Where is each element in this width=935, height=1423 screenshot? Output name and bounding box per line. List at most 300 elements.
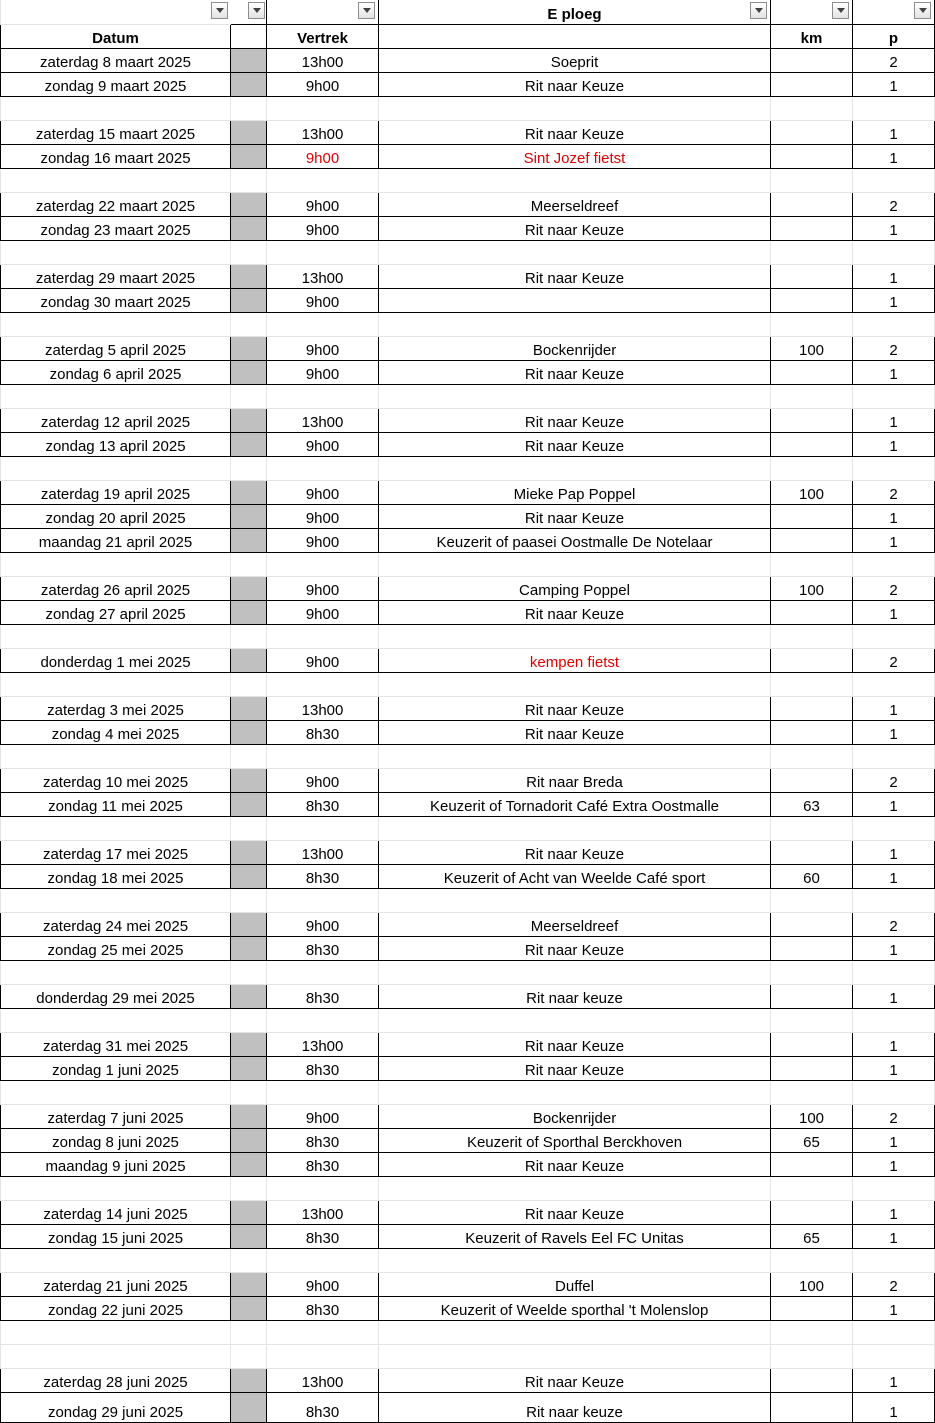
km-cell[interactable] [771,1153,853,1177]
marker-cell[interactable] [231,1153,267,1177]
ride-cell[interactable]: Mieke Pap Poppel [379,481,771,505]
marker-cell[interactable] [231,217,267,241]
p-cell[interactable]: 2 [853,769,935,793]
p-cell[interactable]: 2 [853,49,935,73]
filter-dropdown-icon[interactable] [248,2,265,19]
departure-cell[interactable]: 9h00 [267,1105,379,1129]
ride-cell[interactable]: Rit naar Keuze [379,361,771,385]
p-cell[interactable] [853,457,935,481]
departure-cell[interactable]: 9h00 [267,913,379,937]
departure-cell[interactable]: 13h00 [267,1369,379,1393]
filter-dropdown-icon[interactable] [750,2,767,19]
km-cell[interactable] [771,985,853,1009]
departure-cell[interactable]: 8h30 [267,1393,379,1423]
p-cell[interactable]: 2 [853,1105,935,1129]
km-cell[interactable] [771,961,853,985]
marker-cell[interactable] [231,145,267,169]
km-cell[interactable] [771,745,853,769]
departure-cell[interactable]: 8h30 [267,721,379,745]
ride-cell[interactable]: Bockenrijder [379,1105,771,1129]
ride-cell[interactable]: Rit naar keuze [379,985,771,1009]
date-cell[interactable] [0,385,231,409]
p-cell[interactable]: 1 [853,601,935,625]
departure-cell[interactable] [267,673,379,697]
marker-cell[interactable] [231,409,267,433]
km-cell[interactable] [771,625,853,649]
p-cell[interactable]: 2 [853,193,935,217]
km-cell[interactable] [771,145,853,169]
date-cell[interactable]: zondag 23 maart 2025 [0,217,231,241]
ride-cell[interactable]: Keuzerit of Acht van Weelde Café sport [379,865,771,889]
departure-cell[interactable]: 9h00 [267,1273,379,1297]
departure-cell[interactable]: 13h00 [267,265,379,289]
km-cell[interactable] [771,217,853,241]
departure-cell[interactable]: 13h00 [267,697,379,721]
marker-cell[interactable] [231,577,267,601]
km-cell[interactable]: 100 [771,577,853,601]
ride-cell[interactable]: Rit naar Keuze [379,265,771,289]
ride-cell[interactable] [379,1249,771,1273]
km-cell[interactable] [771,169,853,193]
departure-cell[interactable]: 8h30 [267,1225,379,1249]
ride-cell[interactable]: Camping Poppel [379,577,771,601]
marker-cell[interactable] [231,1057,267,1081]
p-cell[interactable] [853,745,935,769]
marker-cell[interactable] [231,1201,267,1225]
km-cell[interactable] [771,1369,853,1393]
date-cell[interactable]: zondag 22 juni 2025 [0,1297,231,1321]
departure-cell[interactable]: 9h00 [267,577,379,601]
marker-cell[interactable] [231,1129,267,1153]
marker-cell[interactable] [231,1273,267,1297]
marker-cell[interactable] [231,289,267,313]
ride-cell[interactable] [379,961,771,985]
p-cell[interactable] [853,1321,935,1345]
departure-cell[interactable] [267,457,379,481]
ride-cell[interactable]: Meerseldreef [379,193,771,217]
km-cell[interactable] [771,1081,853,1105]
departure-cell[interactable]: 9h00 [267,361,379,385]
departure-cell[interactable] [267,169,379,193]
date-cell[interactable] [0,673,231,697]
p-cell[interactable] [853,889,935,913]
ride-cell[interactable]: Rit naar Keuze [379,721,771,745]
departure-cell[interactable]: 9h00 [267,601,379,625]
marker-cell[interactable] [231,937,267,961]
marker-cell[interactable] [231,1249,267,1273]
departure-cell[interactable]: 8h30 [267,985,379,1009]
departure-cell[interactable]: 9h00 [267,289,379,313]
marker-cell[interactable] [231,1105,267,1129]
marker-cell[interactable] [231,601,267,625]
km-cell[interactable] [771,121,853,145]
ride-cell[interactable]: Keuzerit of Weelde sporthal 't Molenslop [379,1297,771,1321]
date-cell[interactable]: zaterdag 7 juni 2025 [0,1105,231,1129]
date-cell[interactable]: zaterdag 10 mei 2025 [0,769,231,793]
marker-cell[interactable] [231,505,267,529]
departure-cell[interactable] [267,1081,379,1105]
departure-cell[interactable] [267,1177,379,1201]
date-cell[interactable]: zondag 9 maart 2025 [0,73,231,97]
p-cell[interactable]: 1 [853,1153,935,1177]
km-cell[interactable] [771,553,853,577]
marker-cell[interactable] [231,337,267,361]
p-cell[interactable]: 1 [853,289,935,313]
date-cell[interactable]: zaterdag 15 maart 2025 [0,121,231,145]
date-cell[interactable]: zondag 6 april 2025 [0,361,231,385]
marker-cell[interactable] [231,1369,267,1393]
date-cell[interactable]: donderdag 1 mei 2025 [0,649,231,673]
marker-cell[interactable] [231,1297,267,1321]
header-km[interactable]: km [771,25,853,49]
date-cell[interactable]: zondag 25 mei 2025 [0,937,231,961]
ride-cell[interactable] [379,1345,771,1369]
date-cell[interactable]: zaterdag 8 maart 2025 [0,49,231,73]
date-cell[interactable]: zondag 16 maart 2025 [0,145,231,169]
marker-cell[interactable] [231,1321,267,1345]
p-cell[interactable]: 1 [853,1393,935,1423]
marker-cell[interactable] [231,1081,267,1105]
marker-cell[interactable] [231,673,267,697]
ride-cell[interactable]: Keuzerit of Tornadorit Café Extra Oostmalle [379,793,771,817]
p-cell[interactable] [853,169,935,193]
departure-cell[interactable]: 8h30 [267,1153,379,1177]
date-cell[interactable]: zondag 18 mei 2025 [0,865,231,889]
ride-cell[interactable]: Rit naar Breda [379,769,771,793]
ride-cell[interactable]: Keuzerit of Ravels Eel FC Unitas [379,1225,771,1249]
ride-cell[interactable] [379,745,771,769]
departure-cell[interactable]: 9h00 [267,145,379,169]
marker-cell[interactable] [231,361,267,385]
km-cell[interactable] [771,841,853,865]
km-cell[interactable] [771,409,853,433]
date-cell[interactable]: zondag 13 april 2025 [0,433,231,457]
km-cell[interactable] [771,1201,853,1225]
ride-cell[interactable] [379,1177,771,1201]
marker-cell[interactable] [231,1177,267,1201]
ride-cell[interactable]: Keuzerit of Sporthal Berckhoven [379,1129,771,1153]
marker-cell[interactable] [231,625,267,649]
p-cell[interactable] [853,1177,935,1201]
ride-cell[interactable] [379,673,771,697]
ride-cell[interactable]: Rit naar Keuze [379,1057,771,1081]
date-cell[interactable]: zaterdag 22 maart 2025 [0,193,231,217]
km-cell[interactable] [771,361,853,385]
p-cell[interactable]: 2 [853,1273,935,1297]
date-cell[interactable] [0,1249,231,1273]
date-cell[interactable] [0,817,231,841]
ride-cell[interactable]: Sint Jozef fietst [379,145,771,169]
km-cell[interactable] [771,1297,853,1321]
km-cell[interactable]: 65 [771,1225,853,1249]
km-cell[interactable] [771,193,853,217]
ride-cell[interactable]: Rit naar Keuze [379,433,771,457]
ride-cell[interactable]: Rit naar Keuze [379,1033,771,1057]
date-cell[interactable] [0,241,231,265]
km-cell[interactable] [771,817,853,841]
departure-cell[interactable]: 9h00 [267,73,379,97]
ride-cell[interactable] [379,457,771,481]
ride-cell[interactable]: Rit naar Keuze [379,601,771,625]
p-cell[interactable] [853,961,935,985]
ride-cell[interactable]: Rit naar Keuze [379,1369,771,1393]
ride-cell[interactable]: Rit naar Keuze [379,409,771,433]
header-ride[interactable] [379,25,771,49]
p-cell[interactable] [853,1249,935,1273]
km-cell[interactable] [771,433,853,457]
marker-cell[interactable] [231,265,267,289]
departure-cell[interactable] [267,1009,379,1033]
filter-dropdown-icon[interactable] [358,2,375,19]
departure-cell[interactable]: 9h00 [267,769,379,793]
date-cell[interactable]: zondag 4 mei 2025 [0,721,231,745]
km-cell[interactable] [771,937,853,961]
p-cell[interactable]: 2 [853,577,935,601]
km-cell[interactable] [771,601,853,625]
marker-cell[interactable] [231,961,267,985]
p-cell[interactable] [853,553,935,577]
departure-cell[interactable]: 8h30 [267,1297,379,1321]
departure-cell[interactable]: 8h30 [267,937,379,961]
marker-cell[interactable] [231,1225,267,1249]
date-cell[interactable] [0,553,231,577]
departure-cell[interactable] [267,817,379,841]
km-cell[interactable]: 65 [771,1129,853,1153]
km-cell[interactable] [771,73,853,97]
p-cell[interactable]: 2 [853,649,935,673]
ride-cell[interactable]: Rit naar Keuze [379,121,771,145]
departure-cell[interactable]: 8h30 [267,865,379,889]
p-cell[interactable]: 1 [853,361,935,385]
filter-dropdown-icon[interactable] [832,2,849,19]
p-cell[interactable] [853,817,935,841]
ride-cell[interactable] [379,1009,771,1033]
marker-cell[interactable] [231,697,267,721]
p-cell[interactable]: 1 [853,793,935,817]
ride-cell[interactable] [379,1321,771,1345]
marker-cell[interactable] [231,817,267,841]
km-cell[interactable] [771,889,853,913]
ride-cell[interactable]: Rit naar Keuze [379,697,771,721]
marker-cell[interactable] [231,865,267,889]
ride-cell[interactable] [379,553,771,577]
departure-cell[interactable] [267,1249,379,1273]
marker-cell[interactable] [231,49,267,73]
ride-cell[interactable]: Rit naar Keuze [379,841,771,865]
date-cell[interactable] [0,1345,231,1369]
p-cell[interactable] [853,1345,935,1369]
km-cell[interactable] [771,529,853,553]
ride-cell[interactable] [379,169,771,193]
date-cell[interactable]: zaterdag 3 mei 2025 [0,697,231,721]
km-cell[interactable] [771,673,853,697]
p-cell[interactable]: 1 [853,1033,935,1057]
date-cell[interactable]: zaterdag 21 juni 2025 [0,1273,231,1297]
ride-cell[interactable] [379,625,771,649]
departure-cell[interactable]: 13h00 [267,409,379,433]
km-cell[interactable] [771,697,853,721]
marker-cell[interactable] [231,1345,267,1369]
ride-cell[interactable]: Duffel [379,1273,771,1297]
departure-cell[interactable]: 13h00 [267,1033,379,1057]
marker-cell[interactable] [231,649,267,673]
departure-cell[interactable]: 8h30 [267,1129,379,1153]
header-gray[interactable] [231,25,267,49]
km-cell[interactable] [771,649,853,673]
p-cell[interactable]: 1 [853,985,935,1009]
ride-cell[interactable]: Meerseldreef [379,913,771,937]
departure-cell[interactable]: 9h00 [267,649,379,673]
date-cell[interactable]: zaterdag 26 april 2025 [0,577,231,601]
departure-cell[interactable]: 8h30 [267,1057,379,1081]
p-cell[interactable]: 1 [853,865,935,889]
ride-cell[interactable]: Rit naar Keuze [379,73,771,97]
km-cell[interactable] [771,1393,853,1423]
date-cell[interactable] [0,457,231,481]
departure-cell[interactable] [267,1345,379,1369]
header-p[interactable]: p [853,25,935,49]
p-cell[interactable]: 1 [853,505,935,529]
km-cell[interactable] [771,1177,853,1201]
p-cell[interactable]: 1 [853,1297,935,1321]
km-cell[interactable] [771,385,853,409]
ride-cell[interactable]: Soeprit [379,49,771,73]
date-cell[interactable]: zondag 27 april 2025 [0,601,231,625]
marker-cell[interactable] [231,745,267,769]
departure-cell[interactable] [267,1321,379,1345]
p-cell[interactable]: 2 [853,913,935,937]
p-cell[interactable]: 2 [853,337,935,361]
date-cell[interactable]: maandag 9 juni 2025 [0,1153,231,1177]
marker-cell[interactable] [231,529,267,553]
ride-cell[interactable] [379,889,771,913]
p-cell[interactable]: 1 [853,433,935,457]
marker-cell[interactable] [231,241,267,265]
departure-cell[interactable]: 9h00 [267,505,379,529]
marker-cell[interactable] [231,769,267,793]
marker-cell[interactable] [231,481,267,505]
departure-cell[interactable] [267,553,379,577]
km-cell[interactable] [771,289,853,313]
departure-cell[interactable]: 8h30 [267,793,379,817]
date-cell[interactable] [0,745,231,769]
km-cell[interactable] [771,1321,853,1345]
p-cell[interactable] [853,1009,935,1033]
p-cell[interactable]: 1 [853,145,935,169]
date-cell[interactable] [0,625,231,649]
km-cell[interactable]: 60 [771,865,853,889]
p-cell[interactable]: 1 [853,529,935,553]
ride-cell[interactable]: Rit naar Keuze [379,217,771,241]
date-cell[interactable] [0,1081,231,1105]
p-cell[interactable]: 1 [853,121,935,145]
date-cell[interactable]: zondag 29 juni 2025 [0,1393,231,1423]
marker-cell[interactable] [231,313,267,337]
date-cell[interactable] [0,169,231,193]
departure-cell[interactable] [267,961,379,985]
marker-cell[interactable] [231,193,267,217]
date-cell[interactable]: zondag 11 mei 2025 [0,793,231,817]
ride-cell[interactable]: Rit naar Keuze [379,505,771,529]
km-cell[interactable]: 100 [771,1105,853,1129]
p-cell[interactable] [853,673,935,697]
km-cell[interactable] [771,265,853,289]
date-cell[interactable]: zaterdag 17 mei 2025 [0,841,231,865]
km-cell[interactable] [771,505,853,529]
date-cell[interactable]: zaterdag 31 mei 2025 [0,1033,231,1057]
marker-cell[interactable] [231,73,267,97]
km-cell[interactable] [771,49,853,73]
date-cell[interactable] [0,313,231,337]
header-departure[interactable]: Vertrek [267,25,379,49]
departure-cell[interactable] [267,241,379,265]
marker-cell[interactable] [231,1393,267,1423]
marker-cell[interactable] [231,1009,267,1033]
p-cell[interactable]: 1 [853,1369,935,1393]
marker-cell[interactable] [231,985,267,1009]
km-cell[interactable]: 100 [771,337,853,361]
marker-cell[interactable] [231,385,267,409]
p-cell[interactable] [853,1081,935,1105]
ride-cell[interactable] [379,289,771,313]
p-cell[interactable]: 2 [853,481,935,505]
p-cell[interactable]: 1 [853,409,935,433]
p-cell[interactable] [853,313,935,337]
ride-cell[interactable] [379,313,771,337]
p-cell[interactable]: 1 [853,1057,935,1081]
p-cell[interactable] [853,97,935,121]
filter-dropdown-icon[interactable] [211,2,228,19]
ride-cell[interactable] [379,97,771,121]
date-cell[interactable]: zaterdag 28 juni 2025 [0,1369,231,1393]
departure-cell[interactable]: 9h00 [267,193,379,217]
marker-cell[interactable] [231,793,267,817]
date-cell[interactable]: zondag 1 juni 2025 [0,1057,231,1081]
date-cell[interactable] [0,1009,231,1033]
ride-cell[interactable]: Rit naar Keuze [379,1153,771,1177]
marker-cell[interactable] [231,433,267,457]
date-cell[interactable] [0,1321,231,1345]
marker-cell[interactable] [231,97,267,121]
date-cell[interactable]: zaterdag 19 april 2025 [0,481,231,505]
marker-cell[interactable] [231,1033,267,1057]
km-cell[interactable] [771,313,853,337]
p-cell[interactable]: 1 [853,937,935,961]
ride-cell[interactable] [379,817,771,841]
departure-cell[interactable]: 9h00 [267,217,379,241]
km-cell[interactable] [771,721,853,745]
ride-cell[interactable]: Rit naar Keuze [379,937,771,961]
date-cell[interactable]: zondag 15 juni 2025 [0,1225,231,1249]
departure-cell[interactable]: 9h00 [267,481,379,505]
header-date[interactable]: Datum [0,25,231,49]
ride-cell[interactable] [379,1081,771,1105]
marker-cell[interactable] [231,913,267,937]
marker-cell[interactable] [231,721,267,745]
km-cell[interactable] [771,97,853,121]
ride-cell[interactable]: kempen fietst [379,649,771,673]
ride-cell[interactable]: Keuzerit of paasei Oostmalle De Notelaar [379,529,771,553]
date-cell[interactable]: zaterdag 29 maart 2025 [0,265,231,289]
departure-cell[interactable] [267,97,379,121]
km-cell[interactable] [771,1345,853,1369]
km-cell[interactable] [771,769,853,793]
km-cell[interactable]: 100 [771,481,853,505]
date-cell[interactable] [0,889,231,913]
p-cell[interactable]: 1 [853,217,935,241]
km-cell[interactable] [771,1033,853,1057]
date-cell[interactable]: zaterdag 5 april 2025 [0,337,231,361]
